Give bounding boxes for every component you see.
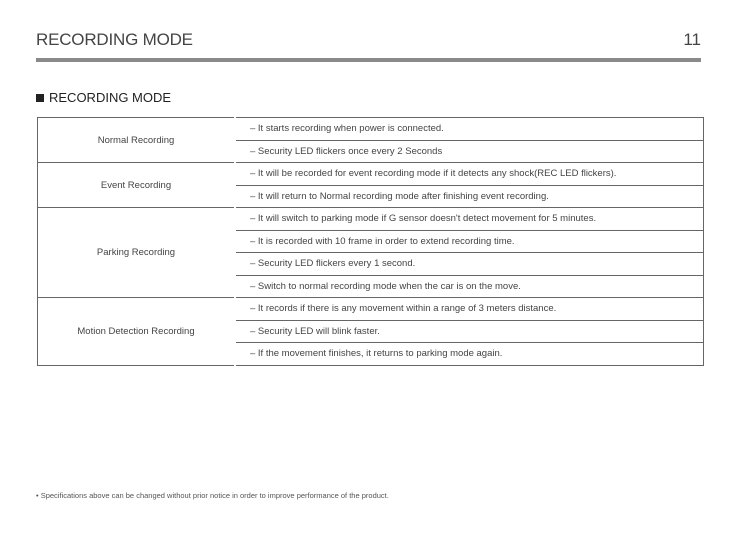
mode-detail-cell: – It will return to Normal recording mode after finishing event recording.: [235, 185, 704, 208]
recording-mode-table: [37, 117, 704, 366]
mode-detail-cell: – Security LED flickers once every 2 Seconds: [235, 140, 704, 163]
mode-detail-cell: – Security LED will blink faster.: [235, 320, 704, 343]
mode-name-cell: Event Recording: [38, 163, 236, 208]
title-divider: [36, 58, 701, 62]
mode-name-cell: Normal Recording: [38, 118, 236, 163]
section-heading-label: RECORDING MODE: [49, 90, 172, 105]
mode-name-cell: Parking Recording: [38, 208, 236, 298]
mode-detail-cell: – It is recorded with 10 frame in order to extend recording time.: [235, 230, 704, 253]
table-row: [38, 118, 704, 141]
section-heading: [36, 90, 171, 105]
page-title: RECORDING MODE: [36, 30, 193, 49]
square-bullet-icon: [36, 94, 44, 102]
table-row: [38, 163, 704, 186]
mode-detail-cell: – It will be recorded for event recording mode if it detects any shock(REC LED flickers).: [235, 163, 704, 186]
mode-detail-cell: – If the movement finishes, it returns to parking mode again.: [235, 343, 704, 366]
mode-name-cell: Motion Detection Recording: [38, 298, 236, 366]
mode-detail-cell: – It records if there is any movement within a range of 3 meters distance.: [235, 298, 704, 321]
page-number: 11: [683, 30, 701, 49]
footnote: • Specifications above can be changed without prior notice in order to improve performance of the product.: [36, 491, 389, 500]
mode-detail-cell: – It starts recording when power is connected.: [235, 118, 704, 141]
mode-detail-cell: – Security LED flickers every 1 second.: [235, 253, 704, 276]
mode-detail-cell: – It will switch to parking mode if G sensor doesn't detect movement for 5 minutes.: [235, 208, 704, 231]
table-row: [38, 208, 704, 231]
table-row: [38, 298, 704, 321]
mode-detail-cell: – Switch to normal recording mode when the car is on the move.: [235, 275, 704, 298]
